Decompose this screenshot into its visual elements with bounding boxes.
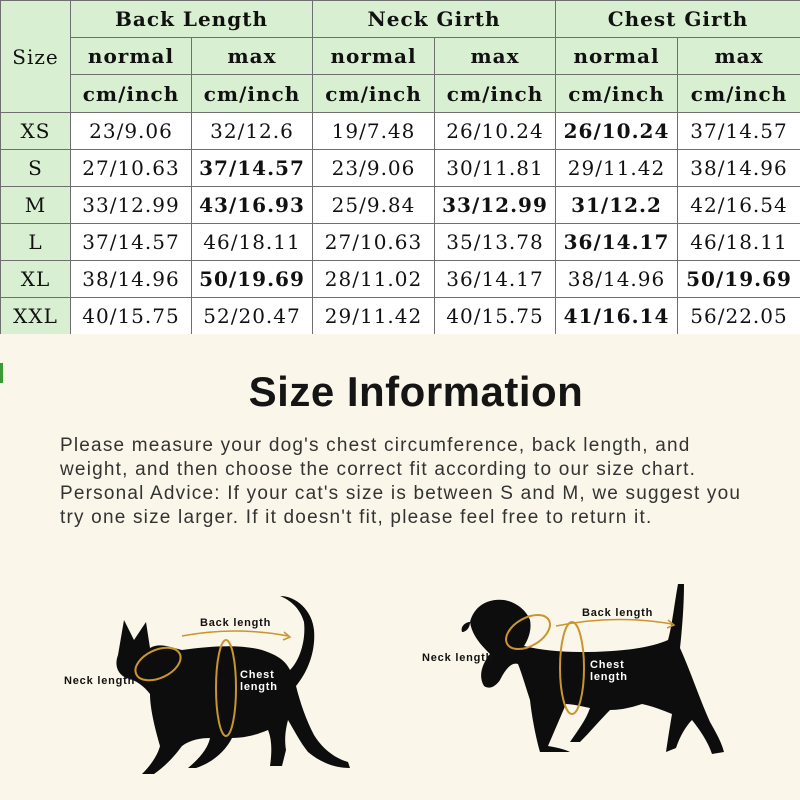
table-cell: 38/14.96 xyxy=(556,261,678,298)
table-cell: 33/12.99 xyxy=(71,187,192,224)
cat-chest-label-2: length xyxy=(240,681,278,693)
table-cell: 33/12.99 xyxy=(435,187,556,224)
chest-girth-header: Chest Girth xyxy=(556,1,800,38)
table-cell: 35/13.78 xyxy=(435,224,556,261)
subheader-cell: max xyxy=(192,38,313,75)
table-cell: 42/16.54 xyxy=(678,187,800,224)
table-cell: 37/14.57 xyxy=(678,113,800,150)
table-cell: 40/15.75 xyxy=(71,298,192,335)
table-cell: 36/14.17 xyxy=(435,261,556,298)
unit-cell: cm/inch xyxy=(678,75,800,113)
table-row xyxy=(1,261,800,298)
cat-back-arrow xyxy=(182,631,288,636)
table-cell: 38/14.96 xyxy=(678,150,800,187)
cat-figure xyxy=(64,596,350,774)
table-cell: 41/16.14 xyxy=(556,298,678,335)
dog-back-arrow xyxy=(556,619,672,626)
table-cell: 52/20.47 xyxy=(192,298,313,335)
table-cell: 28/11.02 xyxy=(313,261,435,298)
table-cell: 29/11.42 xyxy=(556,150,678,187)
unit-cell: cm/inch xyxy=(192,75,313,113)
table-row xyxy=(1,187,800,224)
table-cell: 50/19.69 xyxy=(192,261,313,298)
dog-neck-length-label: Neck length xyxy=(422,652,494,664)
table-cell: 25/9.84 xyxy=(313,187,435,224)
unit-cell: cm/inch xyxy=(71,75,192,113)
unit-cell: cm/inch xyxy=(556,75,678,113)
dog-chest-label-1: Chest xyxy=(590,659,625,671)
description-text: Please measure your dog's chest circumference, back length, and weight, and then choose the correct fit according to our size chart. Personal Advice: If your cat's size is between S and M, we suggest you try one size larger. If it doesn't fit, please feel free to return it. xyxy=(60,435,742,528)
table-cell: 37/14.57 xyxy=(192,150,313,187)
size-cell: XL xyxy=(1,261,71,298)
dog-back-length-label: Back length xyxy=(582,607,654,619)
size-cell: XS xyxy=(1,113,71,150)
measurement-illustration xyxy=(0,570,800,800)
table-row xyxy=(1,150,800,187)
size-cell: L xyxy=(1,224,71,261)
table-cell: 40/15.75 xyxy=(435,298,556,335)
units-row xyxy=(1,75,800,113)
table-cell: 38/14.96 xyxy=(71,261,192,298)
dog-chest-label-2: length xyxy=(590,671,628,683)
size-description xyxy=(60,434,760,530)
neck-girth-header: Neck Girth xyxy=(313,1,556,38)
size-cell: M xyxy=(1,187,71,224)
subheader-cell: normal xyxy=(313,38,435,75)
size-column-header: Size xyxy=(1,1,71,113)
table-cell: 23/9.06 xyxy=(71,113,192,150)
size-cell: S xyxy=(1,150,71,187)
subheader-cell: normal xyxy=(556,38,678,75)
cat-chest-label-1: Chest xyxy=(240,669,275,681)
unit-cell: cm/inch xyxy=(435,75,556,113)
table-cell: 19/7.48 xyxy=(313,113,435,150)
table-row xyxy=(1,224,800,261)
subheader-cell: max xyxy=(678,38,800,75)
table-cell: 30/11.81 xyxy=(435,150,556,187)
cat-back-length-label: Back length xyxy=(200,617,272,629)
table-cell: 23/9.06 xyxy=(313,150,435,187)
table-cell: 26/10.24 xyxy=(435,113,556,150)
back-length-header: Back Length xyxy=(71,1,313,38)
table-cell: 50/19.69 xyxy=(678,261,800,298)
table-cell: 56/22.05 xyxy=(678,298,800,335)
subheader-cell: normal xyxy=(71,38,192,75)
table-cell: 27/10.63 xyxy=(313,224,435,261)
table-cell: 37/14.57 xyxy=(71,224,192,261)
subheader-row xyxy=(1,38,800,75)
table-cell: 27/10.63 xyxy=(71,150,192,187)
dog-figure xyxy=(422,584,724,754)
size-chart-table xyxy=(0,0,800,335)
table-row xyxy=(1,113,800,150)
subheader-cell: max xyxy=(435,38,556,75)
table-cell: 36/14.17 xyxy=(556,224,678,261)
table-cell: 46/18.11 xyxy=(192,224,313,261)
page-title: Size Information xyxy=(248,368,584,415)
table-row xyxy=(1,298,800,335)
unit-cell: cm/inch xyxy=(313,75,435,113)
table-cell: 31/12.2 xyxy=(556,187,678,224)
size-cell: XXL xyxy=(1,298,71,335)
table-cell: 46/18.11 xyxy=(678,224,800,261)
cat-neck-length-label: Neck length xyxy=(64,675,136,687)
table-cell: 43/16.93 xyxy=(192,187,313,224)
table-cell: 32/12.6 xyxy=(192,113,313,150)
table-cell: 26/10.24 xyxy=(556,113,678,150)
table-cell: 29/11.42 xyxy=(313,298,435,335)
